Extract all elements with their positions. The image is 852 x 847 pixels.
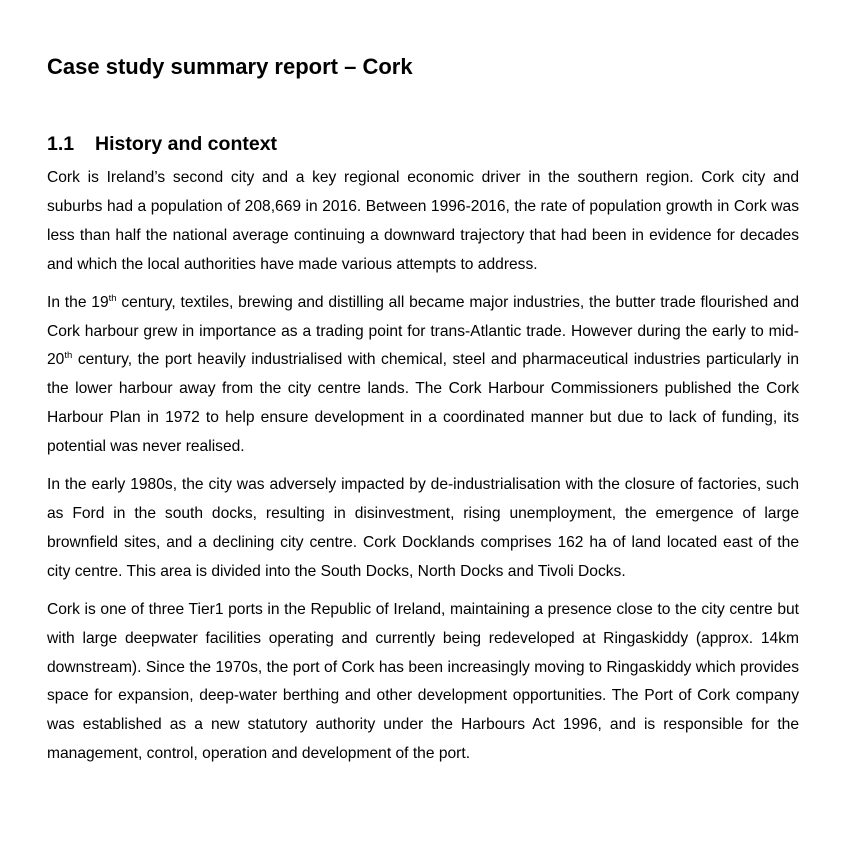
ordinal-superscript: th [108,292,117,304]
document-body [47,164,799,778]
paragraph-text: century, the port heavily industrialised with chemical, steel and pharmaceutical industries particularly in the lower harbour away from the city centre lands. The Cork Harbour Commissioners published the Cork Harbour Plan in 1972 to help ensure development in a coordinated manner but due to lack of funding, its potential was never realised. [47,351,799,456]
paragraph-text: century, textiles, brewing and distilling all became major industries, the butter trade flourished and Cork harbour grew in importance as a trading point for trans-Atlantic trade. However during the early to mid-20 [47,293,799,369]
paragraph-deindustrialisation: In the early 1980s, the city was adversely impacted by de-industrialisation with the closure of factories, such as Ford in the south docks, resulting in disinvestment, rising unemployment, the emergence of large brownfield sites, and a declining city centre. Cork Docklands comprises 162 ha of land located east of the city centre. This area is divided into the South Docks, North Docks and Tivoli Docks. [47,476,799,580]
paragraph-industrial-history [47,289,799,462]
section-heading [47,130,277,158]
document-title: Case study summary report – Cork [47,54,413,79]
section-heading-text: History and context [95,133,278,155]
section-number: 1.1 [47,133,75,155]
paragraph-port-of-cork: Cork is one of three Tier1 ports in the Republic of Ireland, maintaining a presence close to the city centre but with large deepwater facilities operating and currently being redeveloped at Ringaskiddy (approx. 14km downstream). Since the 1970s, the port of Cork has been increasingly moving to Ringaskiddy which provides space for expansion, deep-water berthing and other development opportunities. The Port of Cork company was established as a new statutory authority under the Harbours Act 1996, and is responsible for the management, control, operation and development of the port. [47,600,799,763]
paragraph-population: Cork is Ireland’s second city and a key regional economic driver in the southern region. Cork city and suburbs had a population of 208,669 in 2016. Between 1996-2016, the rate of population growth in Cork was less than half the national average continuing a downward trajectory that had been in evidence for decades and which the local authorities have made various attempts to address. [47,169,799,273]
paragraph-text: In the 19 [47,293,109,311]
ordinal-superscript: th [64,350,73,362]
